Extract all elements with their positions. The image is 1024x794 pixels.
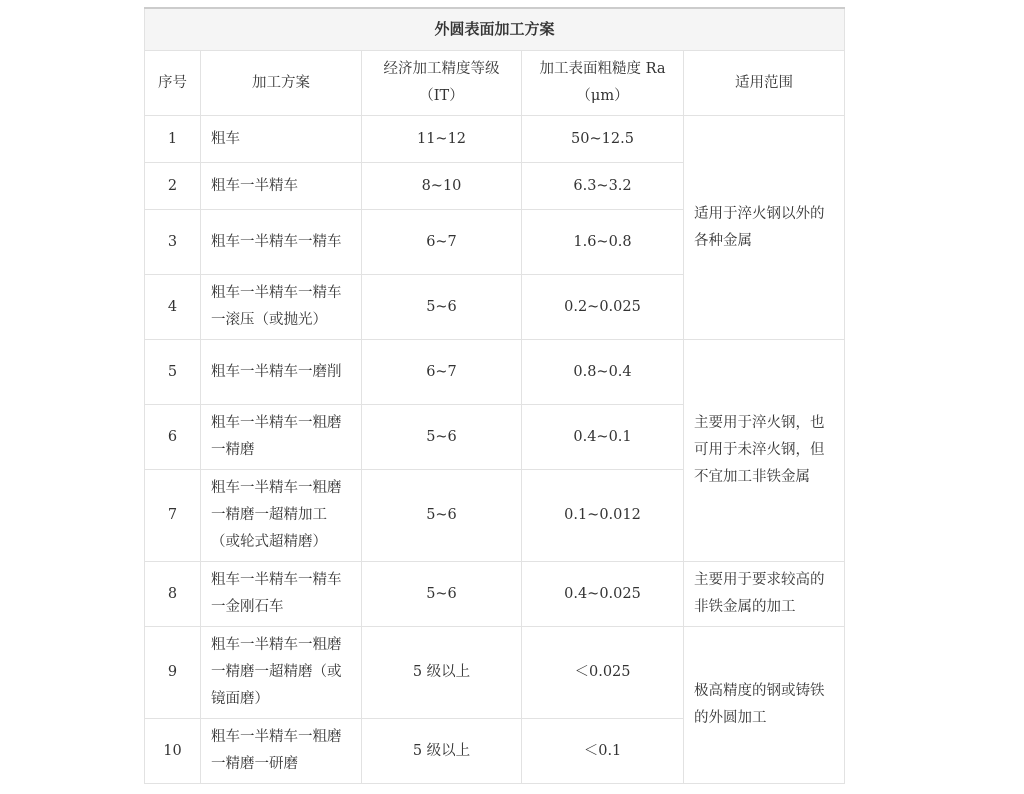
row-scheme: 粗车一半精车一精车一滚压（或抛光） xyxy=(201,275,362,340)
row-roughness: 0.2~0.025 xyxy=(522,275,684,340)
header-precision-line1: 经济加工精度等级 xyxy=(383,61,500,77)
row-roughness: 6.3~3.2 xyxy=(522,163,684,210)
row-roughness: ＜0.025 xyxy=(522,627,684,719)
row-scheme: 粗车 xyxy=(201,116,362,163)
scope-cell: 主要用于要求较高的非铁金属的加工 xyxy=(684,562,845,627)
header-roughness-line2: （μm） xyxy=(576,88,629,104)
row-roughness: 0.8~0.4 xyxy=(522,340,684,405)
row-no: 2 xyxy=(145,163,201,210)
header-scheme: 加工方案 xyxy=(201,51,362,116)
row-roughness: 0.1~0.012 xyxy=(522,470,684,562)
row-roughness: ＜0.1 xyxy=(522,719,684,784)
header-roughness xyxy=(522,51,684,116)
row-precision: 5 级以上 xyxy=(362,627,522,719)
row-roughness: 0.4~0.1 xyxy=(522,405,684,470)
row-scheme: 粗车一半精车一精车一金刚石车 xyxy=(201,562,362,627)
header-scope: 适用范围 xyxy=(684,51,845,116)
table-caption: 外圆表面加工方案 xyxy=(145,8,845,51)
row-no: 5 xyxy=(145,340,201,405)
row-no: 10 xyxy=(145,719,201,784)
row-scheme: 粗车一半精车一磨削 xyxy=(201,340,362,405)
table-row xyxy=(145,116,845,163)
row-no: 9 xyxy=(145,627,201,719)
row-no: 1 xyxy=(145,116,201,163)
header-roughness-line1: 加工表面粗糙度 Ra xyxy=(539,61,666,77)
row-precision: 6~7 xyxy=(362,210,522,275)
row-scheme: 粗车一半精车一粗磨一精磨 xyxy=(201,405,362,470)
scope-cell: 适用于淬火钢以外的各种金属 xyxy=(684,116,845,340)
row-precision: 11~12 xyxy=(362,116,522,163)
row-no: 3 xyxy=(145,210,201,275)
header-row xyxy=(145,51,845,116)
header-no: 序号 xyxy=(145,51,201,116)
row-precision: 6~7 xyxy=(362,340,522,405)
table-row xyxy=(145,340,845,405)
process-table-container xyxy=(144,7,844,784)
row-scheme: 粗车一半精车一粗磨一精磨一研磨 xyxy=(201,719,362,784)
row-scheme: 粗车一半精车 xyxy=(201,163,362,210)
row-precision: 5~6 xyxy=(362,405,522,470)
row-precision: 5~6 xyxy=(362,470,522,562)
scope-cell: 主要用于淬火钢，也可用于未淬火钢，但不宜加工非铁金属 xyxy=(684,340,845,562)
row-no: 6 xyxy=(145,405,201,470)
row-no: 7 xyxy=(145,470,201,562)
table-row xyxy=(145,562,845,627)
row-roughness: 1.6~0.8 xyxy=(522,210,684,275)
row-roughness: 50~12.5 xyxy=(522,116,684,163)
row-precision: 8~10 xyxy=(362,163,522,210)
row-scheme: 粗车一半精车一精车 xyxy=(201,210,362,275)
table-caption-row xyxy=(145,8,845,51)
row-precision: 5~6 xyxy=(362,562,522,627)
row-precision: 5~6 xyxy=(362,275,522,340)
table-row xyxy=(145,627,845,719)
header-precision xyxy=(362,51,522,116)
row-roughness: 0.4~0.025 xyxy=(522,562,684,627)
row-no: 4 xyxy=(145,275,201,340)
process-table xyxy=(144,7,845,784)
header-precision-line2: （IT） xyxy=(419,88,464,104)
scope-cell: 极高精度的钢或铸铁的外圆加工 xyxy=(684,627,845,784)
row-scheme: 粗车一半精车一粗磨一精磨一超精磨（或镜面磨） xyxy=(201,627,362,719)
row-precision: 5 级以上 xyxy=(362,719,522,784)
row-scheme: 粗车一半精车一粗磨一精磨一超精加工（或轮式超精磨） xyxy=(201,470,362,562)
row-no: 8 xyxy=(145,562,201,627)
